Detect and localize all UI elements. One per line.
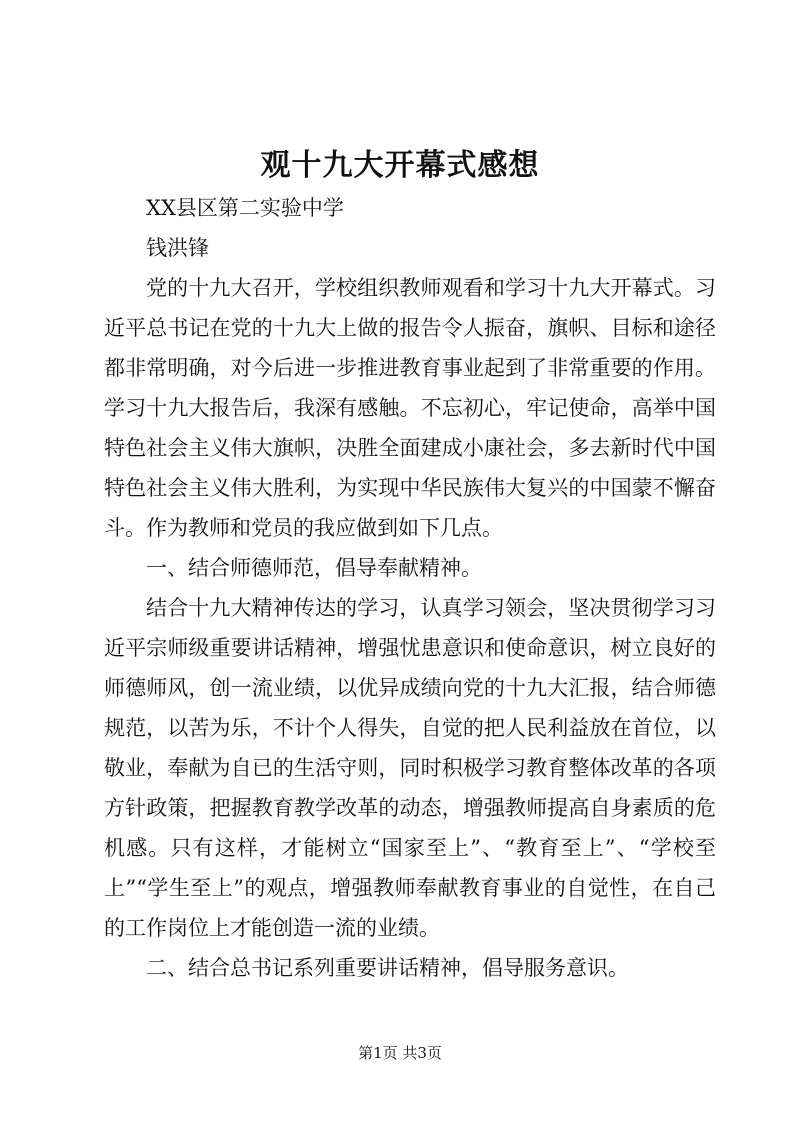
document-title: 观十九大开幕式感想 — [260, 148, 540, 183]
page-footer: 第1页 共3页 — [358, 1044, 442, 1062]
section-heading-1: 一、结合师德师范，倡导奉献精神。 — [146, 556, 482, 580]
document-body — [104, 188, 716, 988]
paragraph-intro: 党的十九大召开，学校组织教师观看和学习十九大开幕式。习近平总书记在党的十九大上做的报告令人振奋，旗帜、目标和途径都非常明确，对今后进一步推进教育事业起到了非常重要的作用。学习十九大报告后，我深有感触。不忘初心，牢记使命，高举中国特色社会主义伟大旗帜，决胜全面建成小康社会，多去新时代中国特色社会主义伟大胜利，为实现中华民族伟大复兴的中国蒙不懈奋斗。作为教师和党员的我应做到如下几点。 — [104, 276, 716, 540]
author-line: 钱洪锋 — [146, 236, 209, 260]
school-line: XX县区第二实验中学 — [146, 196, 344, 220]
paragraph-section-1: 结合十九大精神传达的学习，认真学习领会，坚决贯彻学习习近平宗师级重要讲话精神，增强忧患意识和使命意识，树立良好的师德师风，创一流业绩，以优异成绩向党的十九大汇报，结合师德规范，以苦为乐，不计个人得失，自觉的把人民利益放在首位，以敬业，奉献为自已的生活守则，同时积极学习教育整体改革的各项方针政策，把握教育教学改革的动态，增强教师提高自身素质的危机感。只有这样，才能树立“国家至上”、“教育至上”、“学校至上”“学生至上”的观点，增强教师奉献教育事业的自觉性，在自己的工作岗位上才能创造一流的业绩。 — [104, 596, 716, 940]
section-heading-2: 二、结合总书记系列重要讲话精神，倡导服务意识。 — [146, 956, 629, 980]
